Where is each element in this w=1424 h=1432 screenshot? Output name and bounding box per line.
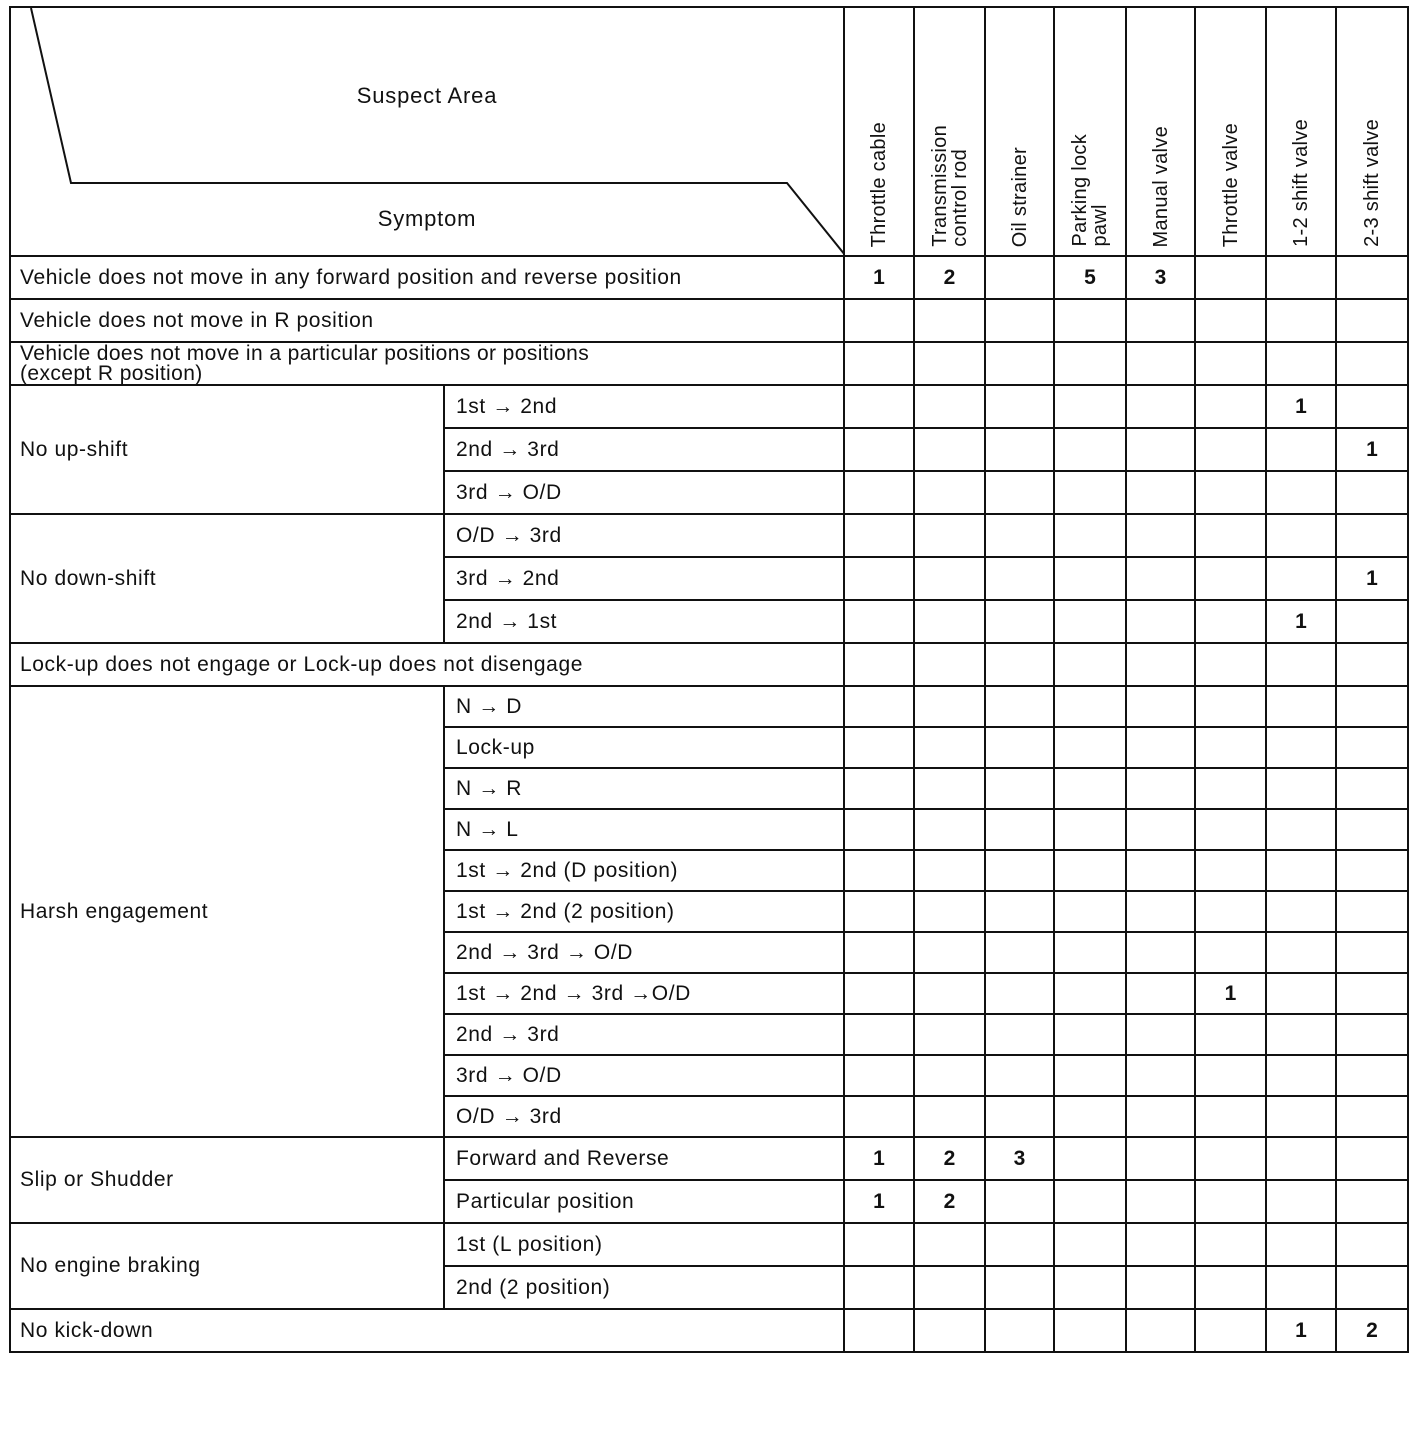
cell-value: 1 [1336, 428, 1408, 471]
group-label-no-upshift: No up-shift [10, 385, 444, 514]
sub-label: 1st → 2nd (D position) [444, 850, 844, 891]
cell-value: 2 [914, 1137, 985, 1180]
cell-value: 1 [844, 256, 914, 299]
group-label-no-engine-braking: No engine braking [10, 1223, 444, 1309]
sub-label: 2nd → 3rd [444, 428, 844, 471]
cell-value [1266, 256, 1336, 299]
col-transmission-control-rod: Transmission control rod [914, 7, 985, 256]
table-row [10, 1309, 1408, 1352]
cell-value: 3 [1126, 256, 1195, 299]
sub-label: 1st → 2nd (2 position) [444, 891, 844, 932]
table-row [10, 342, 1408, 385]
suspect-area-label: Suspect Area [356, 83, 498, 108]
sub-label: N → R [444, 768, 844, 809]
cell-value: 1 [844, 1137, 914, 1180]
cell-value [1336, 256, 1408, 299]
col-manual-valve: Manual valve [1126, 7, 1195, 256]
symptom-label: Vehicle does not move in R position [10, 299, 844, 342]
sub-label: 2nd → 3rd → O/D [444, 932, 844, 973]
sub-label: 2nd → 1st [444, 600, 844, 643]
group-label-no-downshift: No down-shift [10, 514, 444, 643]
cell-value: 1 [1195, 973, 1266, 1014]
cell-value [1195, 256, 1266, 299]
symptom-label: No kick-down [10, 1309, 844, 1352]
cell-value: 2 [914, 256, 985, 299]
cell-value: 1 [1266, 385, 1336, 428]
sub-label: 1st → 2nd [444, 385, 844, 428]
sub-label: 1st (L position) [444, 1223, 844, 1266]
col-throttle-valve: Throttle valve [1195, 7, 1266, 256]
table-row [10, 514, 1408, 557]
sub-label: 3rd → 2nd [444, 557, 844, 600]
col-throttle-cable: Throttle cable [844, 7, 914, 256]
cell-value: 2 [1336, 1309, 1408, 1352]
sub-label: 2nd (2 position) [444, 1266, 844, 1309]
sub-label: O/D → 3rd [444, 1096, 844, 1137]
col-oil-strainer: Oil strainer [985, 7, 1054, 256]
cell-value: 3 [985, 1137, 1054, 1180]
diagnosis-table-sheet [9, 6, 1407, 1424]
symptom-label: Vehicle does not move in any forward position and reverse position [10, 256, 844, 299]
table-row [10, 299, 1408, 342]
table-row [10, 1137, 1408, 1180]
cell-value: 2 [914, 1180, 985, 1223]
cell-value [985, 256, 1054, 299]
group-label-harsh-engagement: Harsh engagement [10, 686, 444, 1137]
sub-label: 3rd → O/D [444, 471, 844, 514]
table-row [10, 1223, 1408, 1266]
table-row [10, 385, 1408, 428]
table-row [10, 686, 1408, 727]
table-row [10, 643, 1408, 686]
sub-label: Forward and Reverse [444, 1137, 844, 1180]
corner-header [10, 7, 844, 256]
symptom-label: Vehicle does not move in a particular positions or positions (except R position) [10, 342, 844, 385]
sub-label: 3rd → O/D [444, 1055, 844, 1096]
sub-label: N → D [444, 686, 844, 727]
sub-label: N → L [444, 809, 844, 850]
col-2-3-shift-valve: 2-3 shift valve [1336, 7, 1408, 256]
col-1-2-shift-valve: 1-2 shift valve [1266, 7, 1336, 256]
cell-value: 1 [844, 1180, 914, 1223]
sub-label: 1st → 2nd → 3rd →O/D [444, 973, 844, 1014]
symptom-label: Lock-up does not engage or Lock-up does not disengage [10, 643, 844, 686]
diagnosis-table [9, 6, 1409, 1353]
cell-value: 1 [1336, 557, 1408, 600]
cell-value: 5 [1054, 256, 1126, 299]
sub-label: 2nd → 3rd [444, 1014, 844, 1055]
table-row [10, 256, 1408, 299]
symptom-label: Symptom [377, 206, 477, 231]
cell-value: 1 [1266, 1309, 1336, 1352]
group-label-slip-shudder: Slip or Shudder [10, 1137, 444, 1223]
sub-label: O/D → 3rd [444, 514, 844, 557]
cell-value: 1 [1266, 600, 1336, 643]
sub-label: Lock-up [444, 727, 844, 768]
col-parking-lock-pawl: Parking lock pawl [1054, 7, 1126, 256]
header-row [10, 7, 1408, 256]
sub-label: Particular position [444, 1180, 844, 1223]
